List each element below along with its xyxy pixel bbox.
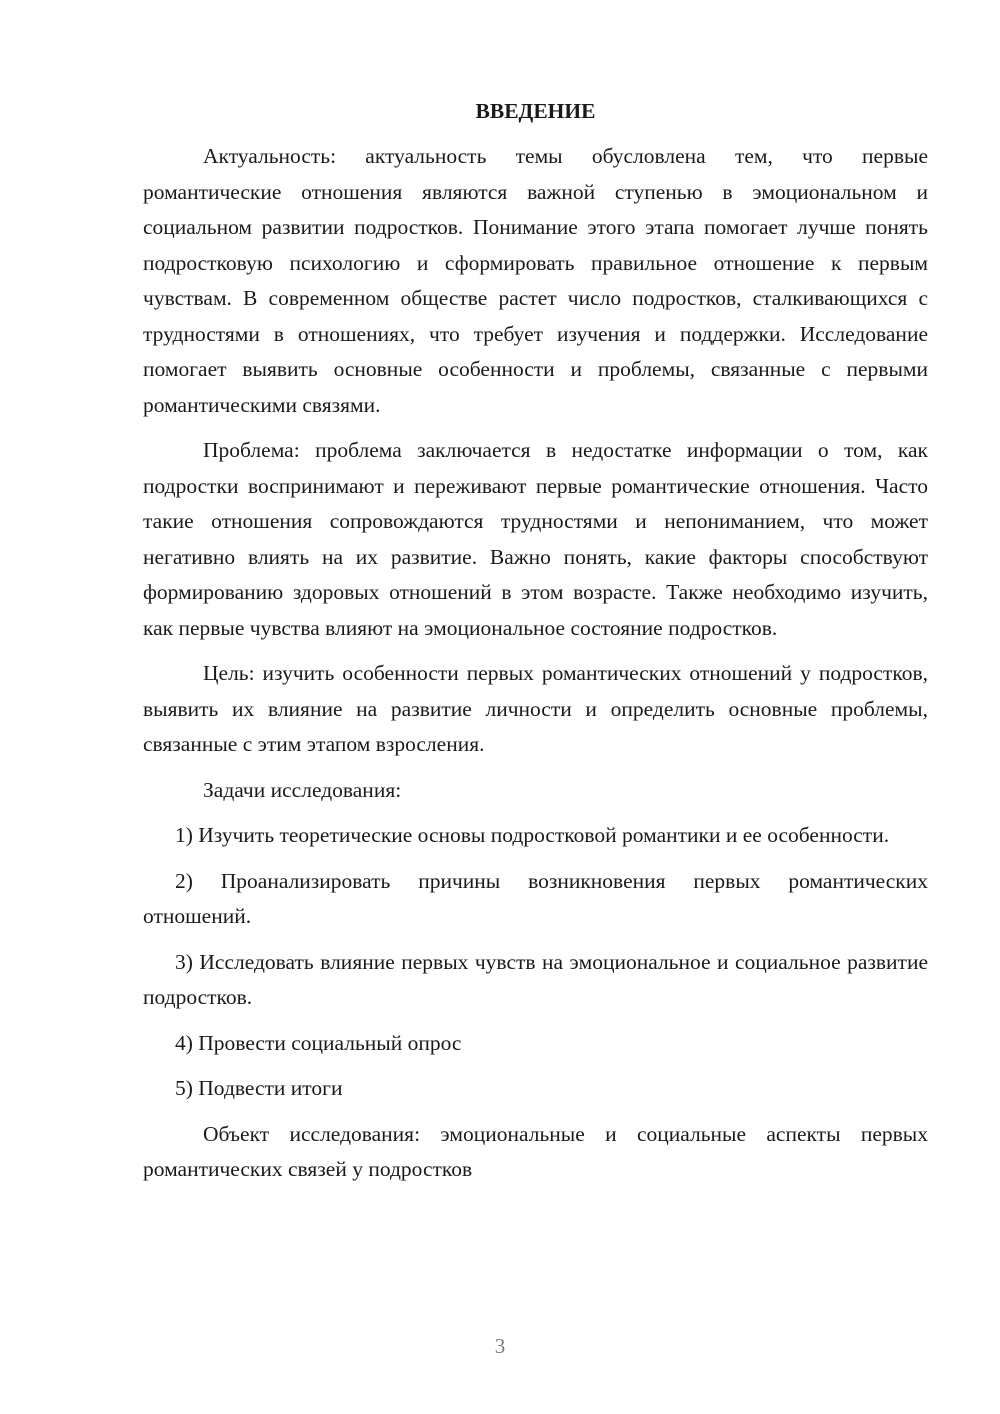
paragraph-goal: Цель: изучить особенности первых романтических отношений у подростков, выявить их влияние на развитие личности и определить основные проблемы, связанные с этим этапом взросления. bbox=[143, 661, 928, 756]
page-content bbox=[143, 94, 928, 1198]
page-number: 3 bbox=[494, 1334, 506, 1358]
task-item: 5) Подвести итоги bbox=[175, 1076, 343, 1100]
task-item: 2) Проанализировать причины возникновения первых романтических отношений. bbox=[143, 868, 928, 928]
task-item: 1) Изучить теоретические основы подростковой романтики и ее особенности. bbox=[175, 823, 890, 847]
section-title: ВВЕДЕНИЕ bbox=[475, 99, 596, 123]
task-item: 4) Провести социальный опрос bbox=[175, 1030, 462, 1055]
paragraph-problem: Проблема: проблема заключается в недостатке информации о том, как подростки воспринимают и переживают первые романтические отношения. Часто такие отношения сопровождаются трудностями и непониманием, что может негативно влиять на их развитие. Важно понять, какие факторы способствуют формированию здоровых отношений в этом возрасте. Также необходимо изучить, как первые чувства влияют на эмоциональное состояние подростков. bbox=[143, 438, 928, 640]
task-item: 3) Исследовать влияние первых чувств на эмоциональное и социальное развитие подростков. bbox=[143, 949, 928, 1009]
paragraph-relevance: Актуальность: актуальность темы обусловлена тем, что первые романтические отношения являются важной ступенью в эмоциональном и социальном развитии подростков. Понимание этого этапа помогает лучше понять подростковую психологию и сформировать правильное отношение к первым чувствам. В современном обществе растет число подростков, сталкивающихся с трудностями в отношениях, что требует изучения и поддержки. Исследование помогает выявить основные особенности и проблемы, связанные с первыми романтическими связями. bbox=[143, 144, 928, 417]
paragraph-object: Объект исследования: эмоциональные и социальные аспекты первых романтических связей у подростков bbox=[143, 1121, 928, 1181]
tasks-heading: Задачи исследования: bbox=[203, 777, 402, 802]
